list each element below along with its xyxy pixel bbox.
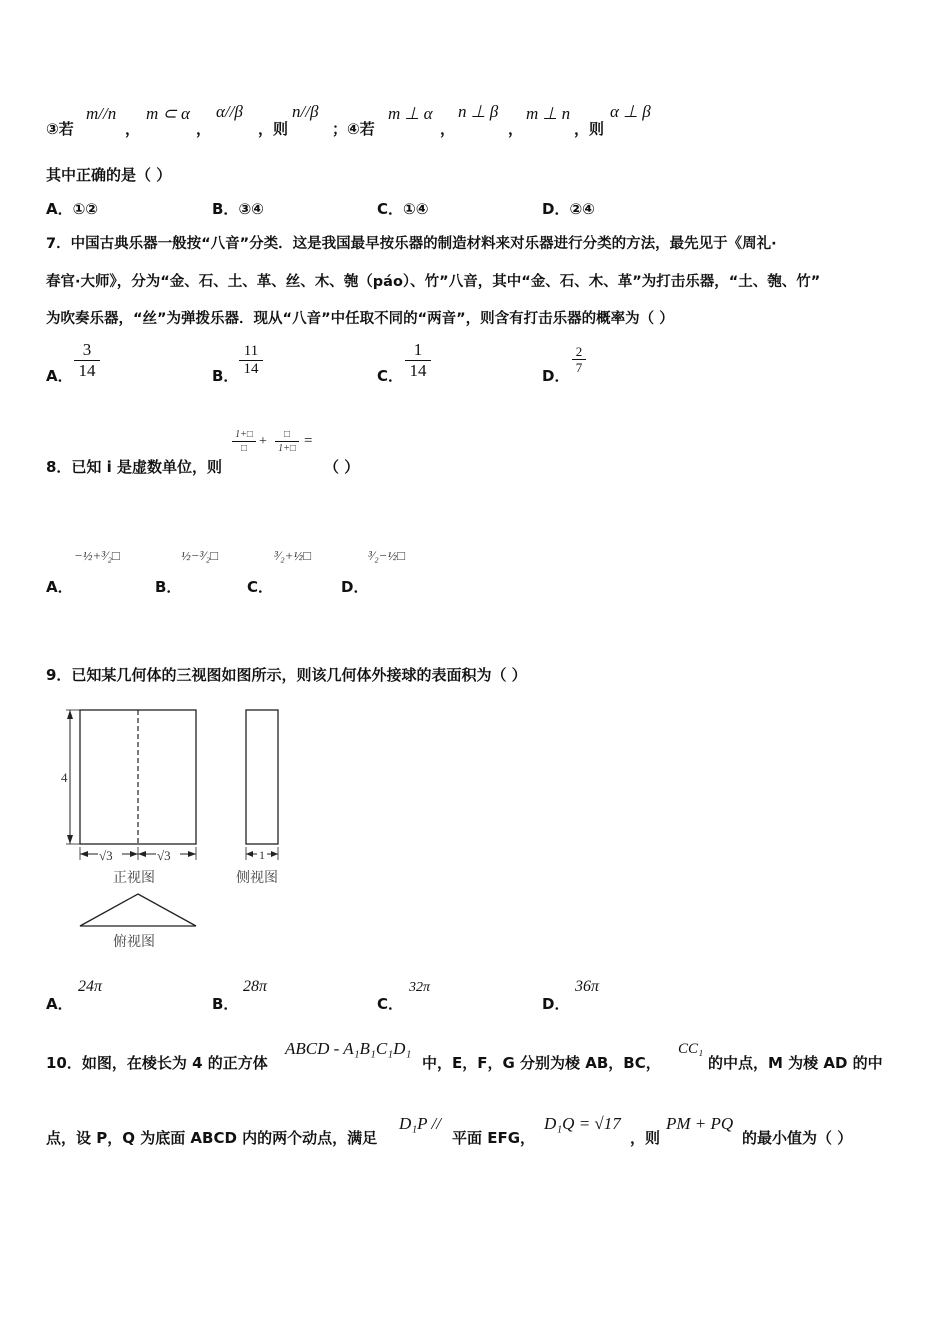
q9-option-c-label: C． (377, 995, 404, 1013)
q10-part7: 的最小值为（ ） (742, 1129, 853, 1147)
q8-option-b-label: B． (155, 578, 182, 596)
q6-comma: ， (196, 120, 212, 138)
q10-d1p-parallel: D₁P // (399, 1114, 441, 1133)
q6-question: 其中正确的是（ ） (46, 166, 172, 184)
q6-math-alpha-perp-beta: α ⊥ β (610, 102, 651, 121)
q6-math-n-parallel-beta: n//β (292, 102, 319, 121)
q10-part6: ，则 (630, 1129, 661, 1147)
q6-comma: ， (508, 120, 524, 138)
height-arrow-bottom (67, 835, 73, 844)
q7-option-d-fraction: $\frac{2}{7}$ (572, 344, 586, 375)
top-view-caption: 俯视图 (113, 934, 155, 950)
top-view-triangle (80, 894, 196, 926)
q7-option-b-fraction: $\frac{11}{14}$ (239, 343, 263, 378)
q7-option-b-label: B． (212, 367, 239, 385)
q6-comma: ， (440, 120, 456, 138)
q6-option-b: B．③④ (212, 200, 264, 218)
q6-math-m-subset-alpha: m ⊂ α (146, 104, 190, 123)
q8-option-c-label: C． (247, 578, 274, 596)
width2-label: √3 (157, 848, 171, 863)
q10-part3: 的中点，M 为棱 AD 的中 (708, 1054, 883, 1072)
q6-math-alpha-parallel-beta: α//β (216, 102, 243, 121)
q7-option-a-fraction: $\frac{3}{14}$ (74, 340, 100, 381)
q8-expr-equals: = (304, 433, 313, 449)
q9-text: 9．已知某几何体的三视图如图所示，则该几何体外接球的表面积为（ ） (46, 666, 527, 684)
width1-label: √3 (99, 848, 113, 863)
q10-d1q-length: D₁Q = √17 (544, 1114, 621, 1133)
q9-three-view-figure (58, 704, 298, 954)
q7-option-d-label: D． (542, 367, 570, 385)
q6-math-m-perp-n: m ⊥ n (526, 104, 571, 123)
q8-expr-frac2: □ 1+□ (275, 428, 299, 455)
q7-line3: 为吹奏乐器，“丝”为弹拨乐器．现从“八音”中任取不同的“两音”，则含有打击乐器的概率为（ ） (46, 311, 674, 327)
side-view-rect (246, 710, 278, 844)
q9-option-b-label: B． (212, 995, 239, 1013)
q6-option-a: A．①② (46, 200, 99, 218)
q6-option-c: C．①④ (377, 200, 429, 218)
side-view-caption: 侧视图 (236, 870, 278, 886)
q7-line1: 7．中国古典乐器一般按“八音”分类．这是我国最早按乐器的制造材料来对乐器进行分类的方法，最先见于《周礼· (46, 236, 777, 252)
q8-option-c-expr: ³⁄₂+½□ (274, 548, 311, 563)
q6-prefix: ③若 (46, 120, 74, 138)
q9-option-d-value: 36π (575, 978, 600, 995)
q6-option-d: D．②④ (542, 200, 595, 218)
q6-then: ，则 (258, 120, 289, 138)
q6-math-m-parallel-n: m//n (86, 104, 117, 123)
q9-option-a-label: A． (46, 995, 73, 1013)
q8-option-a-label: A． (46, 578, 73, 596)
q10-part5: 平面 EFG， (452, 1129, 536, 1147)
q6-comma: ， (125, 120, 141, 138)
q10-part2: 中，E，F，G 分别为棱 AB，BC， (422, 1054, 661, 1072)
q8-paren: （ ） (324, 458, 360, 476)
q9-option-b-value: 28π (243, 978, 268, 995)
q6-then: ，则 (574, 120, 605, 138)
q8-expr-frac1: 1+□ □ (232, 428, 256, 455)
q8-option-b-expr: ½−³⁄₂□ (181, 548, 218, 563)
q8-expr-plus: + (259, 434, 267, 449)
q6-math-m-perp-alpha: m ⊥ α (388, 104, 433, 123)
q7-line2: 春官·大师》，分为“金、石、土、革、丝、木、匏（páo）、竹”八音，其中“金、石、木、革”为打击乐器，“土、匏、竹” (46, 274, 821, 290)
front-view-caption: 正视图 (113, 870, 155, 886)
q9-option-d-label: D． (542, 995, 570, 1013)
q6-math-n-perp-beta: n ⊥ β (458, 102, 499, 121)
q10-pm-plus-pq: PM + PQ (666, 1114, 734, 1133)
q10-cc1: CC₁ (678, 1041, 704, 1057)
height-label: 4 (61, 770, 68, 785)
side-width-label: 1 (259, 848, 265, 862)
q8-option-a-expr: −½+³⁄₂□ (74, 548, 120, 563)
q10-cube-name: ABCD - A₁B₁C₁D₁ (285, 1039, 412, 1058)
q7-option-a-label: A． (46, 367, 73, 385)
q7-option-c-fraction: $\frac{1}{14}$ (405, 340, 431, 381)
q8-option-d-label: D． (341, 578, 369, 596)
height-arrow-top (67, 710, 73, 719)
q9-option-c-value: 32π (409, 980, 431, 995)
q8-option-d-expr: ³⁄₂−½□ (368, 548, 405, 563)
q10-part1: 10．如图，在棱长为 4 的正方体 (46, 1054, 268, 1072)
q9-option-a-value: 24π (78, 978, 103, 995)
q7-option-c-label: C． (377, 367, 404, 385)
q10-part4: 点，设 P，Q 为底面 ABCD 内的两个动点，满足 (46, 1129, 378, 1147)
q6-separator: ；④若 (332, 120, 375, 138)
q8-text: 8．已知 i 是虚数单位，则 (46, 458, 223, 476)
